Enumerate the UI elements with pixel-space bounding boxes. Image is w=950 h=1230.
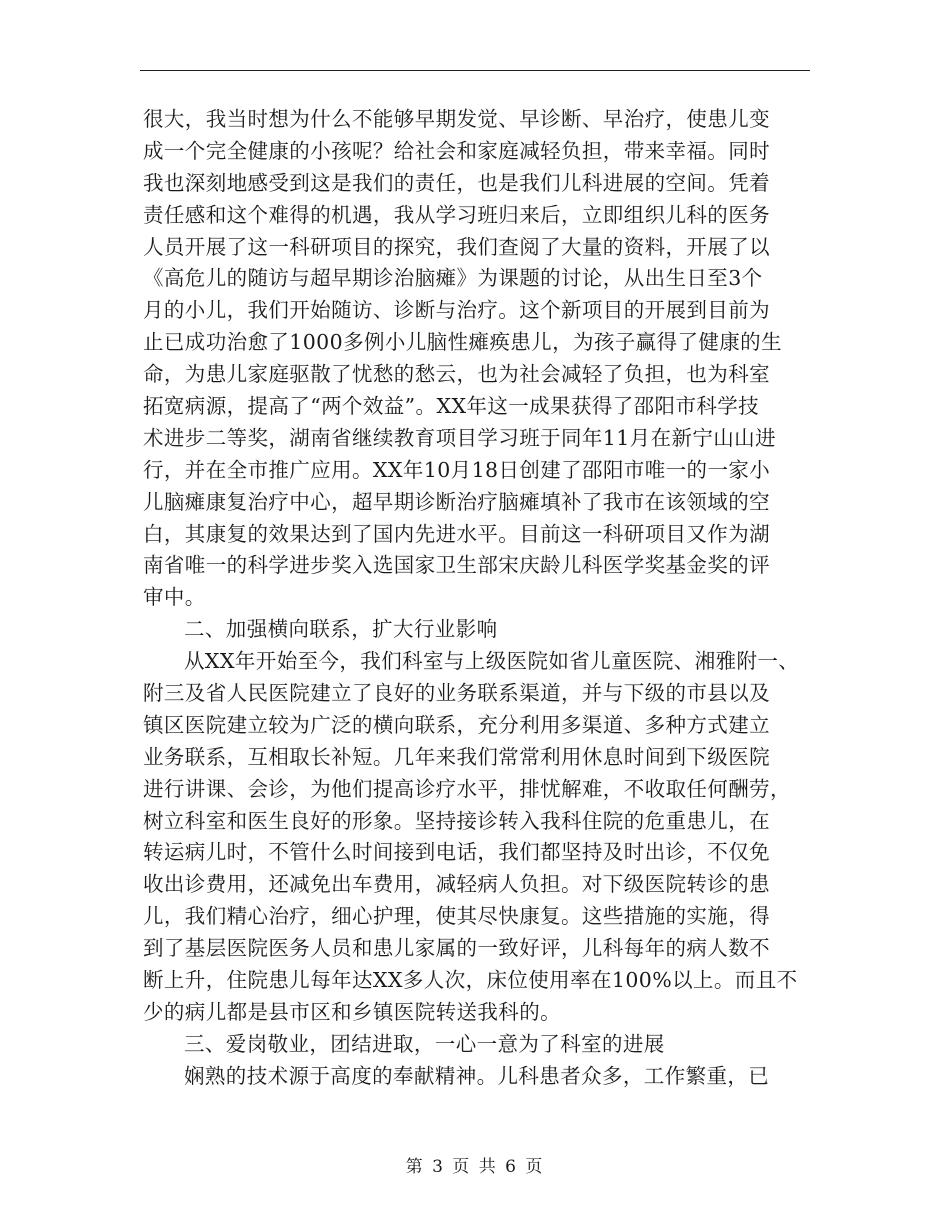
text-line: 责任感和这个难得的机遇，我从学习班归来后，立即组织儿科的医务 (143, 202, 770, 227)
text-line: 收出诊费用，还减免出车费用，减轻病人负担。对下级医院转诊的患 (143, 872, 770, 897)
page-footer: 第 3 页 共 6 页 (405, 1157, 545, 1177)
text-line: 月的小儿，我们开始随访、诊断与治疗。这个新项目的开展到目前为 (143, 298, 770, 323)
text-line: 行，并在全市推广应用。XX年10月18日创建了邵阳市唯一的一家小 (143, 457, 771, 482)
text-line: 拓宽病源，提高了“两个效益”。XX年这一成果获得了邵阳市科学技 (143, 394, 760, 419)
text-line: 业务联系，互相取长补短。几年来我们常常利用休息时间到下级医院 (143, 744, 770, 769)
text-line: 命，为患儿家庭驱散了忧愁的愁云，也为社会减轻了负担，也为科室 (143, 362, 770, 387)
text-line: 止已成功治愈了1000多例小儿脑性瘫痪患儿，为孩子赢得了健康的生 (143, 330, 782, 355)
text-line: 断上升，住院患儿每年达XX多人次，床位使用率在100%以上。而且不 (143, 968, 798, 993)
text-line: 白，其康复的效果达到了国内先进水平。目前这一科研项目又作为湖 (143, 521, 770, 546)
text-line: 儿脑瘫康复治疗中心，超早期诊断治疗脑瘫填补了我市在该领域的空 (143, 489, 770, 514)
header-rule (140, 70, 810, 71)
document-body (143, 104, 813, 1093)
text-line: 南省唯一的科学进步奖入选国家卫生部宋庆龄儿科医学奖基金奖的评 (143, 553, 770, 578)
text-line: 树立科室和医生良好的形象。坚持接诊转入我科住院的危重患儿，在 (143, 808, 770, 833)
text-line: 人员开展了这一科研项目的探究，我们查阅了大量的资料，开展了以 (143, 234, 770, 259)
text-line: 从XX年开始至今，我们科室与上级医院如省儿童医院、湘雅附一、 (184, 649, 800, 674)
text-line: 成一个完全健康的小孩呢？给社会和家庭减轻负担，带来幸福。同时 (143, 138, 770, 163)
text-line: 娴熟的技术源于高度的奉献精神。儿科患者众多，工作繁重，已 (184, 1063, 770, 1088)
text-line: 转运病儿时，不管什么时间接到电话，我们都坚持及时出诊，不仅免 (143, 840, 770, 865)
text-line: 到了基层医院医务人员和患儿家属的一致好评，儿科每年的病人数不 (143, 936, 770, 961)
text-line: 三、爱岗敬业，团结进取，一心一意为了科室的进展 (184, 1031, 665, 1056)
text-line: 二、加强横向联系，扩大行业影响 (184, 617, 498, 642)
text-line: 附三及省人民医院建立了良好的业务联系渠道，并与下级的市县以及 (143, 681, 770, 706)
text-line: 进行讲课、会诊，为他们提高诊疗水平，排忧解难，不收取任何酬劳， (143, 776, 791, 801)
text-line: 《高危儿的随访与超早期诊治脑瘫》为课题的讨论，从出生日至3个 (143, 266, 763, 291)
text-line: 很大，我当时想为什么不能够早期发觉、早诊断、早治疗，使患儿变 (143, 107, 770, 131)
text-line: 镇区医院建立较为广泛的横向联系，充分利用多渠道、多种方式建立 (143, 712, 770, 737)
text-line: 我也深刻地感受到这是我们的责任，也是我们儿科进展的空间。凭着 (143, 170, 770, 195)
text-line: 儿，我们精心治疗，细心护理，使其尽快康复。这些措施的实施，得 (143, 904, 770, 929)
text-line: 术进步二等奖，湖南省继续教育项目学习班于同年11月在新宁山山进 (143, 425, 776, 450)
text-line: 少的病儿都是县市区和乡镇医院转送我科的。 (143, 999, 561, 1024)
text-line: 审中。 (143, 585, 206, 610)
